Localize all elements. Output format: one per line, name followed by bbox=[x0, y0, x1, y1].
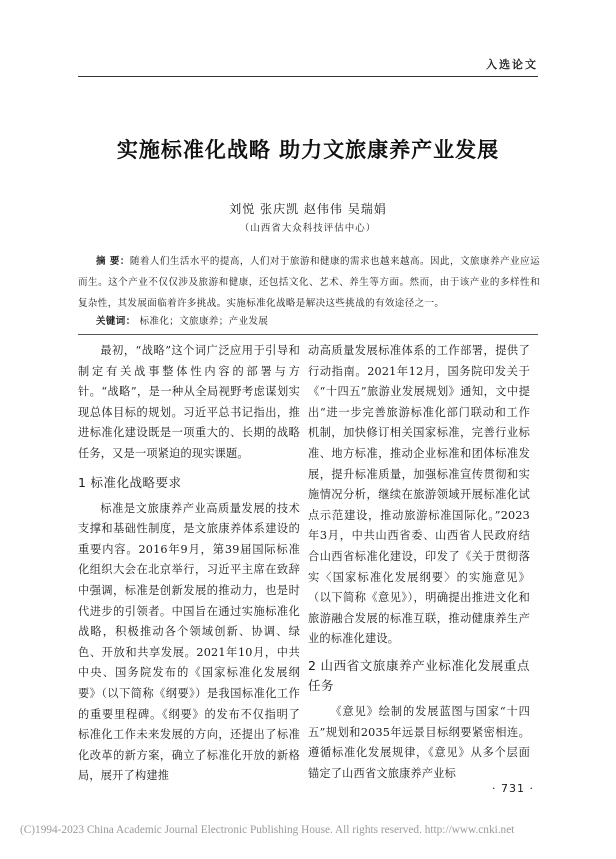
abstract-label: 摘 要： bbox=[96, 256, 130, 267]
header-rule bbox=[78, 76, 538, 77]
keywords bbox=[96, 313, 268, 327]
abstract bbox=[78, 251, 540, 314]
body-column-right bbox=[308, 341, 530, 784]
author-affiliation: （山西省大众科技评估中心） bbox=[239, 223, 377, 234]
keywords-text: 标准化；文旅康养；产业发展 bbox=[139, 316, 269, 327]
section-number-2: 2 bbox=[308, 657, 317, 673]
copyright-watermark: (C)1994-2023 China Academic Journal Electronic Publishing House. All rights reserved. http://www.cnki.net bbox=[20, 824, 515, 836]
paper-title: 实施标准化战略 助力文旅康养产业发展 bbox=[116, 137, 500, 162]
section-number-1: 1 bbox=[78, 474, 87, 490]
section-tag: 入选论文 bbox=[486, 58, 538, 71]
abstract-divider bbox=[78, 334, 538, 335]
abstract-text: 随着人们生活水平的提高，人们对于旅游和健康的需求也越来越高。因此，文旅康养产业应运而生。这个产业不仅仅涉及旅游和健康，还包括文化、艺术、养生等方面。然而，由于该产业的多样性和复杂性，其发展面临着许多挑战。实施标准化战略是解决这些挑战的有效途径之一。 bbox=[78, 256, 540, 309]
author-list: 刘悦 张庆凯 赵伟伟 吴瑞娟 bbox=[229, 202, 387, 216]
section-1-paragraph: 标准是文旅康养产业高质量发展的技术支撑和基础性制度，是文旅康养体系建设的重要内容。2016年9月，第39届国际标准化组织大会在北京举行，习近平主席在致辞中强调，标准是创新发展的推动力，也是时代进步的引领者。中国旨在通过实施标准化战略，积极推动各个领域创新、协调、绿色、开放和共享发展。2021年10月，中共中央、国务院发布的《国家标准化发展纲要》（以下简称《纲要》）是我国标准化工作的重要里程碑。《纲要》的发布不仅指明了标准化工作未来发展的方向，还提出了标准化改革的新方案，确立了标准化开放的新格局，展开了构建推 bbox=[78, 501, 300, 783]
page-number: · 731 · bbox=[492, 782, 534, 795]
section-title-1: 标准化战略要求 bbox=[90, 474, 182, 490]
section-heading-2 bbox=[308, 656, 530, 696]
body-column-left bbox=[78, 341, 300, 787]
keywords-label: 关键词： bbox=[96, 316, 136, 327]
section-2-paragraph: 《意见》绘制的发展蓝图与国家“十四五”规划和2035年远景目标纲要紧密相连。遵循标准化发展规律，《意见》从多个层面锚定了山西省文旅康养产业标 bbox=[308, 704, 530, 780]
section-title-2: 山西省文旅康养产业标准化发展重点任务 bbox=[308, 657, 530, 693]
continued-paragraph: 动高质量发展标准体系的工作部署，提供了行动指南。2021年12月，国务院印发关于《“十四五”旅游业发展规划》通知，文中提出“进一步完善旅游标准化部门联动和工作机制，加快修订相关国家标准，完善行业标准、地方标准，推动企业标准和团体标准发展，提升标准质量，加强标准宣传贯彻和实施情况分析，继续在旅游领域开展标准化试点示范建设，推动旅游标准国际化。”2023年3月，中共山西省委、山西省人民政府结合山西省标准化建设，印发了《关于贯彻落实〈国家标准化发展纲要〉的实施意见》（以下简称《意见》），明确提出推进文化和旅游融合发展的标准互联，推动健康养生产业的标准化建设。 bbox=[308, 344, 530, 646]
intro-paragraph: 最初，“战略”这个词广泛应用于引导和制定有关战事整体性内容的部署与方针。“战略”，是一种从全局视野考虑谋划实现总体目标的规划。习近平总书记指出，推进标准化建设既是一项重大的、长期的战略任务，又是一项紧迫的现实课题。 bbox=[78, 344, 300, 460]
section-heading-1 bbox=[78, 473, 300, 493]
